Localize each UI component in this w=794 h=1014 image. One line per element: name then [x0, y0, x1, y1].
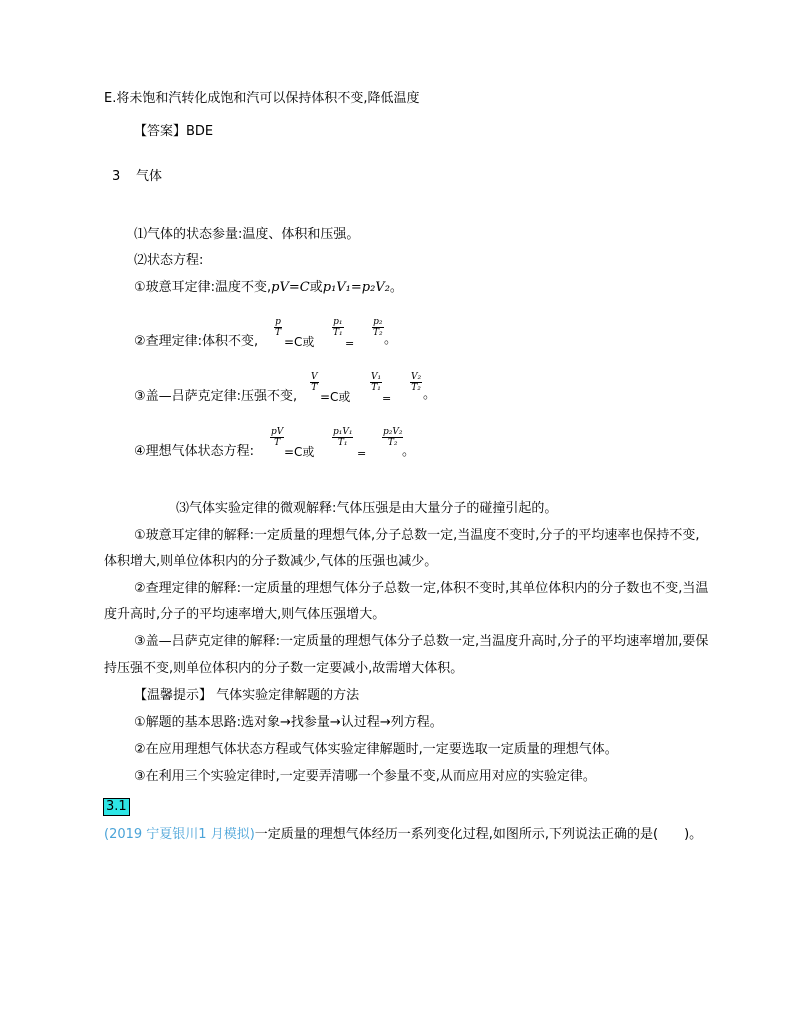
- question-line: [104, 826, 702, 844]
- period: 。: [423, 387, 437, 402]
- answer-text: 【答案】BDE: [134, 124, 214, 139]
- option-e-text: E.将未饱和汽转化成饱和汽可以保持体积不变,降低温度: [104, 91, 420, 106]
- fraction-p1-over-t1: $\frac{\text{p₁}}{\text{T₁}}$: [333, 317, 343, 338]
- ideal-gas-law-label: ④理想气体状态方程:: [134, 444, 255, 459]
- micro-boyle-line1: ①玻意耳定律的解释:一定质量的理想气体,分子总数一定,当温度不变时,分子的平均速率也保持不变,: [134, 528, 700, 543]
- tip-1: ①解题的基本思路:选对象→找参量→认过程→列方程。: [134, 715, 443, 730]
- paragraph-state-params: ⑴气体的状态参量:温度、体积和压强。: [134, 227, 360, 242]
- section-number: 3: [112, 169, 121, 184]
- boyle-law: ①玻意耳定律:温度不变,pV=C或p₁V₁=p₂V₂。: [134, 280, 403, 295]
- fraction-v-over-t: $\frac{V}{T}$: [311, 372, 318, 393]
- question-number-label: 3.1: [103, 798, 130, 816]
- equals-c-or: =C或: [284, 335, 315, 349]
- tip-title: 【温馨提示】 气体实验定律解题的方法: [134, 688, 360, 703]
- equals-sign: =: [345, 337, 355, 350]
- equals-c-or: =C或: [284, 445, 315, 459]
- paragraph-state-equation: ⑵状态方程:: [134, 253, 204, 268]
- period: 。: [402, 444, 416, 459]
- micro-boyle-line2: 体积增大,则单位体积内的分子数减少,气体的压强也减少。: [104, 554, 438, 569]
- tip-3: ③在利用三个实验定律时,一定要弄清哪一个参量不变,从而应用对应的实验定律。: [134, 769, 596, 784]
- question-text: 一定质量的理想气体经历一系列变化过程,如图所示,下列说法正确的是( )。: [254, 827, 703, 842]
- micro-charles-line2: 度升高时,分子的平均速率增大,则气体压强增大。: [104, 607, 386, 622]
- period: 。: [384, 332, 398, 347]
- equals-sign: =: [382, 392, 392, 405]
- micro-explanation-title: ⑶气体实验定律的微观解释:气体压强是由大量分子的碰撞引起的。: [176, 501, 558, 516]
- gay-lussac-law-label: ③盖—吕萨克定律:压强不变,: [134, 389, 298, 404]
- question-source: (2019 宁夏银川1 月模拟): [104, 827, 255, 842]
- equals-sign: =: [357, 447, 367, 460]
- tip-2: ②在应用理想气体状态方程或气体实验定律解题时,一定要选取一定质量的理想气体。: [134, 742, 618, 757]
- charles-law-label: ②查理定律:体积不变,: [134, 334, 259, 349]
- fraction-v1-over-t1: $\frac{\text{V₁}}{\text{T₁}}$: [371, 372, 382, 393]
- equals-c-or: =C或: [320, 390, 351, 404]
- micro-gay-lussac-line1: ③盖—吕萨克定律的解释:一定质量的理想气体分子总数一定,当温度升高时,分子的平均速率增加,要保: [134, 634, 709, 649]
- fraction-pv-over-t: $\frac{pV}{T}$: [271, 427, 284, 448]
- fraction-p1v1-over-t1: $\frac{\text{p₁V₁}}{\text{T₁}}$: [333, 427, 353, 448]
- micro-gay-lussac-line2: 持压强不变,则单位体积内的分子数一定要减小,故需增大体积。: [104, 661, 464, 676]
- fraction-p2-over-t2: $\frac{\text{p₂}}{\text{T₂}}$: [373, 317, 383, 338]
- section-title: 气体: [136, 169, 163, 184]
- micro-charles-line1: ②查理定律的解释:一定质量的理想气体分子总数一定,体积不变时,其单位体积内的分子数也不变,当温: [134, 581, 709, 596]
- fraction-p2v2-over-t2: $\frac{\text{p₂V₂}}{\text{T₂}}$: [383, 427, 403, 448]
- fraction-v2-over-t2: $\frac{\text{V₂}}{\text{T₂}}$: [411, 372, 422, 393]
- fraction-p-over-t: $\frac{p}{T}$: [275, 317, 282, 338]
